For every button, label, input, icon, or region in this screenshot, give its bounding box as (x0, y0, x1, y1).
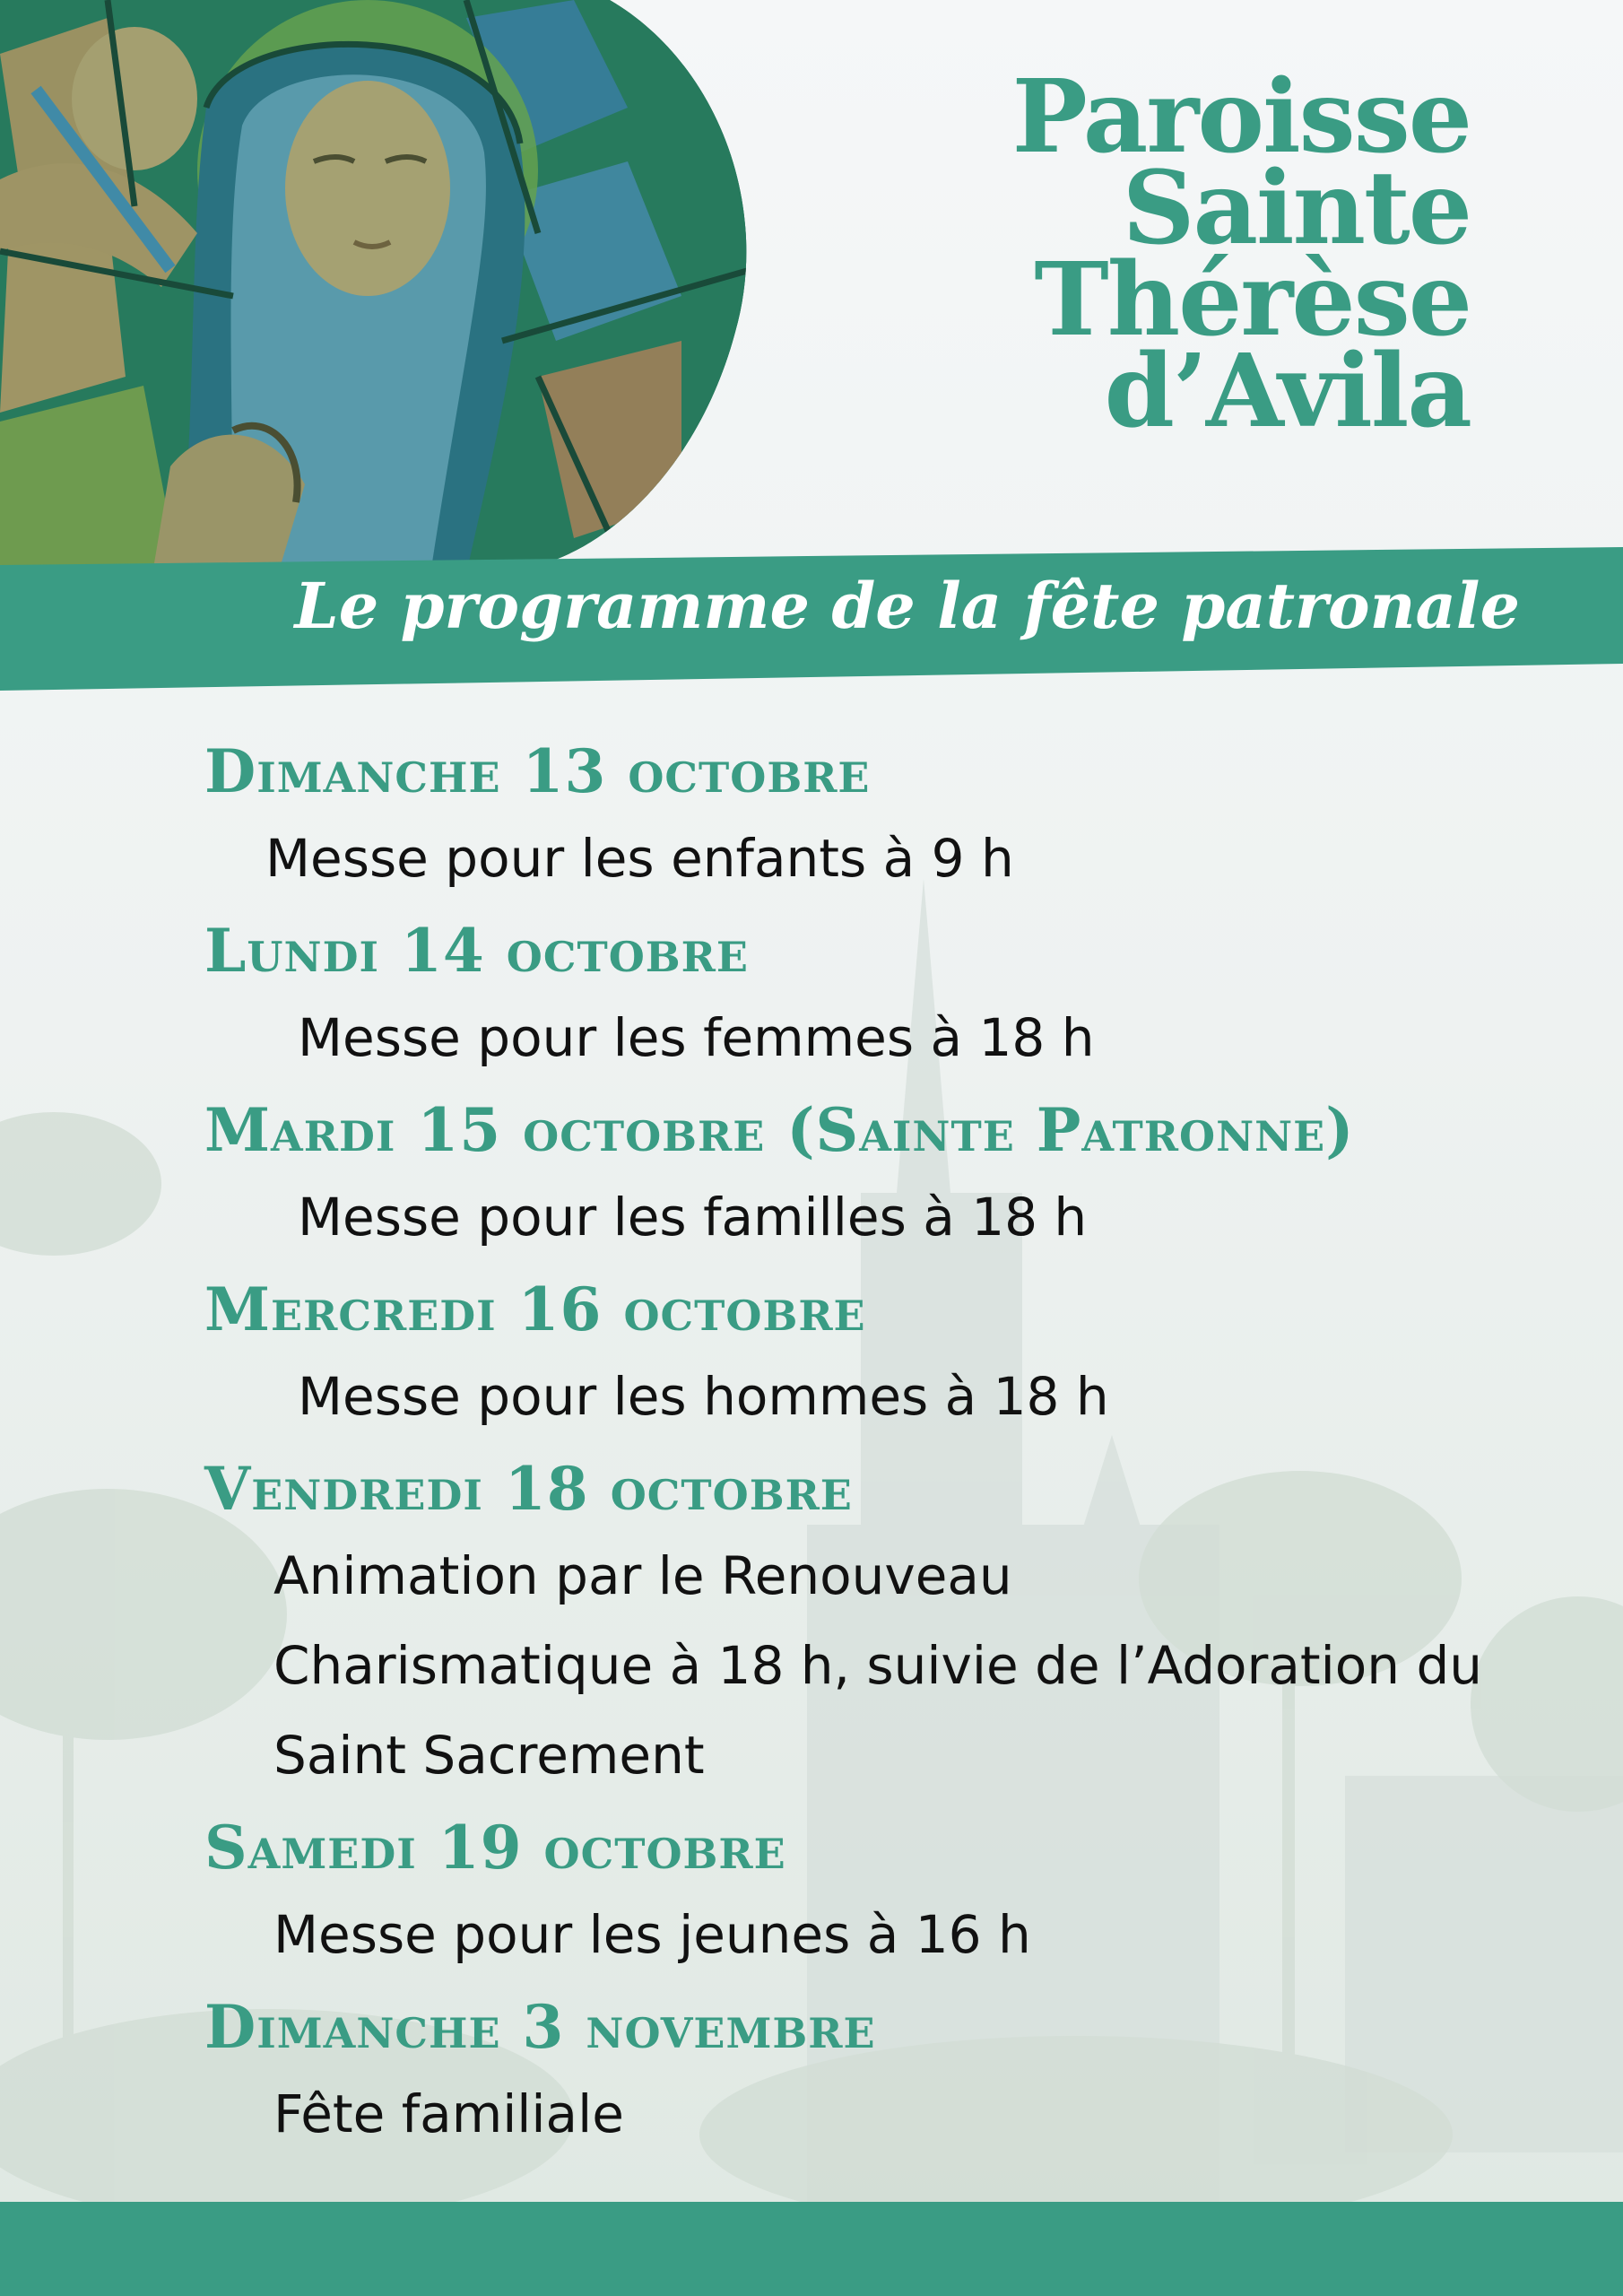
footer-bar (0, 2202, 1623, 2296)
program-line: Messe pour les enfants à 9 h (265, 828, 1014, 889)
program-line: Charismatique à 18 h, suivie de l’Adoration du (273, 1635, 1483, 1696)
program-line: Messe pour les familles à 18 h (298, 1187, 1088, 1248)
program-day: Dimanche 3 novembre (204, 1992, 876, 2062)
program-line: Fête familiale (273, 2083, 624, 2144)
program-line: Messe pour les femmes à 18 h (298, 1007, 1095, 1068)
program-day: Samedi 19 octobre (204, 1813, 786, 1883)
program-banner-title: Le programme de la fête patronale (294, 569, 1520, 643)
program-day: Mercredi 16 octobre (204, 1274, 866, 1344)
stained-glass-image (0, 0, 753, 574)
program-line: Animation par le Renouveau (273, 1545, 1012, 1606)
program-line: Saint Sacrement (273, 1725, 705, 1786)
title-line: Thérèse (1034, 241, 1471, 359)
title-line: Paroisse (1011, 58, 1471, 176)
parish-title (1011, 58, 1471, 450)
title-line: d’Avila (1104, 333, 1471, 450)
program-line: Messe pour les hommes à 18 h (298, 1366, 1109, 1427)
program-day: Mardi 15 octobre (Sainte Patronne) (204, 1095, 1355, 1165)
title-line: Sainte (1122, 150, 1471, 267)
program-day: Dimanche 13 octobre (204, 736, 871, 806)
program-line: Messe pour les jeunes à 16 h (273, 1904, 1031, 1965)
program-day: Lundi 14 octobre (204, 916, 749, 986)
program-day: Vendredi 18 octobre (204, 1454, 853, 1524)
